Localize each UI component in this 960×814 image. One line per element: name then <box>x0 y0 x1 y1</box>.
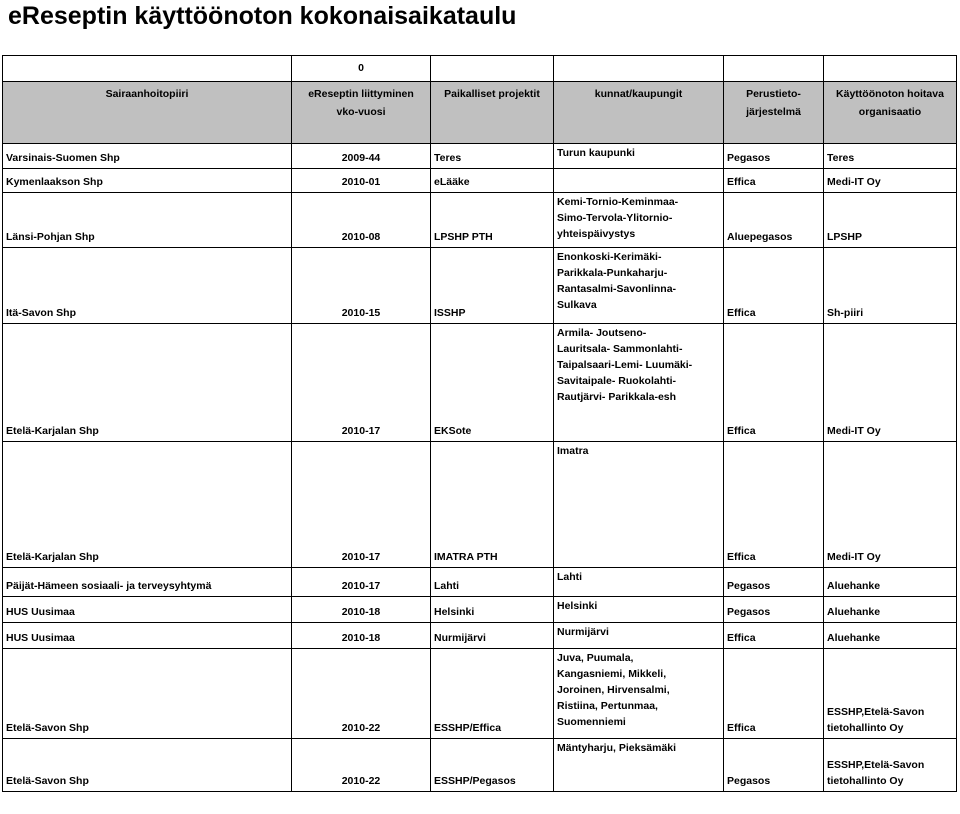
table-row <box>3 144 957 169</box>
header-liittyminen: eReseptin liittyminen vko-vuosi <box>292 82 431 144</box>
cell-projekti: LPSHP PTH <box>431 193 554 248</box>
cell-projekti: Nurmijärvi <box>431 623 554 649</box>
cell-sairaanhoitopiiri: Etelä-Savon Shp <box>3 739 292 792</box>
table-row <box>3 649 957 739</box>
cell-jarjestelma: Pegasos <box>724 144 824 169</box>
cell-projekti: ISSHP <box>431 248 554 324</box>
cell-sairaanhoitopiiri: Etelä-Karjalan Shp <box>3 324 292 442</box>
cell-organisaatio: Aluehanke <box>824 568 957 597</box>
cell-organisaatio: Aluehanke <box>824 623 957 649</box>
cell-projekti: EKSote <box>431 324 554 442</box>
cell-jarjestelma: Effica <box>724 623 824 649</box>
cell-jarjestelma: Effica <box>724 248 824 324</box>
cell-sairaanhoitopiiri: HUS Uusimaa <box>3 597 292 623</box>
cell-liittyminen: 2010-18 <box>292 597 431 623</box>
table-row <box>3 597 957 623</box>
table-row <box>3 169 957 193</box>
cell-liittyminen: 2010-08 <box>292 193 431 248</box>
cell-kunnat: Mäntyharju, Pieksämäki <box>554 739 724 792</box>
cell-sairaanhoitopiiri: Kymenlaakson Shp <box>3 169 292 193</box>
cell-kunnat: Lahti <box>554 568 724 597</box>
empty-cell <box>824 56 957 82</box>
cell-liittyminen: 2010-17 <box>292 568 431 597</box>
cell-organisaatio: Sh-piiri <box>824 248 957 324</box>
table-row <box>3 193 957 248</box>
cell-kunnat: Enonkoski-Kerimäki- Parikkala-Punkaharju- Rantasalmi-Savonlinna- Sulkava <box>554 248 724 324</box>
page-title: eReseptin käyttöönoton kokonaisaikataulu <box>8 2 517 30</box>
empty-cell <box>724 56 824 82</box>
cell-liittyminen: 2010-17 <box>292 324 431 442</box>
cell-sairaanhoitopiiri: Etelä-Savon Shp <box>3 649 292 739</box>
table-row <box>3 568 957 597</box>
cell-organisaatio: LPSHP <box>824 193 957 248</box>
cell-liittyminen: 2010-18 <box>292 623 431 649</box>
cell-projekti: IMATRA PTH <box>431 442 554 568</box>
cell-jarjestelma: Effica <box>724 649 824 739</box>
cell-projekti: Lahti <box>431 568 554 597</box>
table-row <box>3 442 957 568</box>
cell-kunnat: Juva, Puumala, Kangasniemi, Mikkeli, Joroinen, Hirvensalmi, Ristiina, Pertunmaa, Suomenniemi <box>554 649 724 739</box>
cell-organisaatio: Medi-IT Oy <box>824 442 957 568</box>
cell-organisaatio: Teres <box>824 144 957 169</box>
cell-jarjestelma: Effica <box>724 442 824 568</box>
empty-cell <box>554 56 724 82</box>
cell-jarjestelma: Aluepegasos <box>724 193 824 248</box>
cell-kunnat: Helsinki <box>554 597 724 623</box>
cell-liittyminen: 2010-22 <box>292 739 431 792</box>
table-row <box>3 739 957 792</box>
cell-organisaatio: ESSHP,Etelä-Savon tietohallinto Oy <box>824 649 957 739</box>
header-kunnat: kunnat/kaupungit <box>554 82 724 144</box>
empty-cell <box>3 56 292 82</box>
cell-jarjestelma: Effica <box>724 169 824 193</box>
cell-sairaanhoitopiiri: Itä-Savon Shp <box>3 248 292 324</box>
cell-sairaanhoitopiiri: Päijät-Hämeen sosiaali- ja terveysyhtymä <box>3 568 292 597</box>
index-cell: 0 <box>292 56 431 82</box>
cell-liittyminen: 2010-15 <box>292 248 431 324</box>
cell-organisaatio: Medi-IT Oy <box>824 169 957 193</box>
cell-kunnat <box>554 169 724 193</box>
header-perustietojarjestelma: Perustieto- järjestelmä <box>724 82 824 144</box>
cell-sairaanhoitopiiri: Länsi-Pohjan Shp <box>3 193 292 248</box>
header-organisaatio: Käyttöönoton hoitava organisaatio <box>824 82 957 144</box>
cell-jarjestelma: Effica <box>724 324 824 442</box>
cell-kunnat: Turun kaupunki <box>554 144 724 169</box>
header-row <box>3 82 957 144</box>
cell-projekti: eLääke <box>431 169 554 193</box>
cell-kunnat: Nurmijärvi <box>554 623 724 649</box>
cell-liittyminen: 2010-22 <box>292 649 431 739</box>
table-row <box>3 623 957 649</box>
cell-jarjestelma: Pegasos <box>724 568 824 597</box>
header-sairaanhoitopiiri: Sairaanhoitopiiri <box>3 82 292 144</box>
cell-kunnat: Armila- Joutseno- Lauritsala- Sammonlahti- Taipalsaari-Lemi- Luumäki- Savitaipale- Ruokolahti- Rautjärvi- Parikkala-esh <box>554 324 724 442</box>
header-projektit: Paikalliset projektit <box>431 82 554 144</box>
cell-jarjestelma: Pegasos <box>724 739 824 792</box>
cell-jarjestelma: Pegasos <box>724 597 824 623</box>
index-row <box>3 56 957 82</box>
table-row <box>3 248 957 324</box>
cell-organisaatio: ESSHP,Etelä-Savon tietohallinto Oy <box>824 739 957 792</box>
cell-organisaatio: Medi-IT Oy <box>824 324 957 442</box>
cell-sairaanhoitopiiri: Etelä-Karjalan Shp <box>3 442 292 568</box>
cell-liittyminen: 2009-44 <box>292 144 431 169</box>
cell-kunnat: Kemi-Tornio-Keminmaa- Simo-Tervola-Ylitornio- yhteispäivystys <box>554 193 724 248</box>
cell-organisaatio: Aluehanke <box>824 597 957 623</box>
cell-liittyminen: 2010-17 <box>292 442 431 568</box>
cell-projekti: Helsinki <box>431 597 554 623</box>
cell-projekti: Teres <box>431 144 554 169</box>
cell-projekti: ESSHP/Effica <box>431 649 554 739</box>
cell-sairaanhoitopiiri: Varsinais-Suomen Shp <box>3 144 292 169</box>
table-row <box>3 324 957 442</box>
cell-kunnat: Imatra <box>554 442 724 568</box>
cell-projekti: ESSHP/Pegasos <box>431 739 554 792</box>
empty-cell <box>431 56 554 82</box>
schedule-table <box>2 55 957 792</box>
cell-sairaanhoitopiiri: HUS Uusimaa <box>3 623 292 649</box>
cell-liittyminen: 2010-01 <box>292 169 431 193</box>
